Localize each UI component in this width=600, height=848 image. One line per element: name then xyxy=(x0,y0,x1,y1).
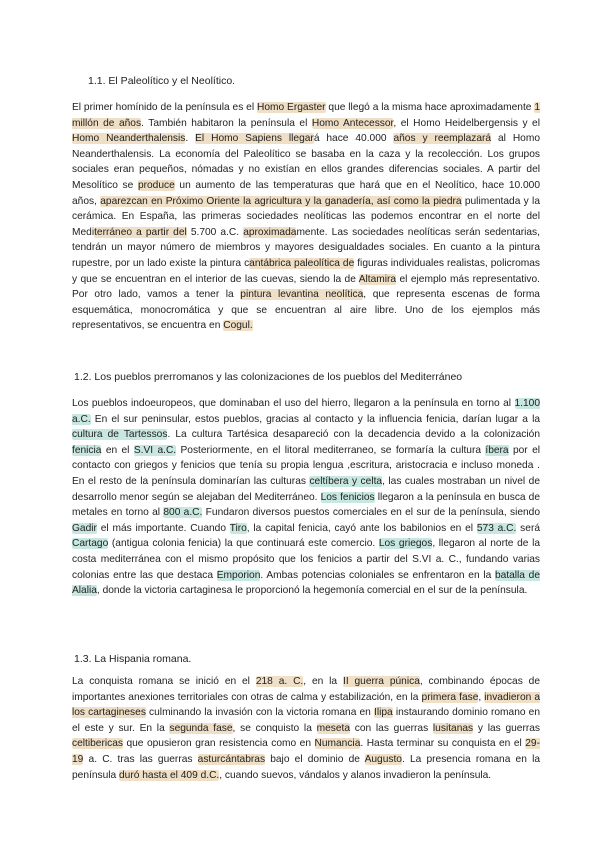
highlighted-text: aparezcan en Próximo Oriente la agricultura y la ganadería, así como la piedra xyxy=(100,195,462,207)
highlighted-text: S.VI a.C. xyxy=(133,444,177,456)
highlighted-text: duró hasta el 409 d.C. xyxy=(119,769,220,781)
body-text: Fundaron diversos puestos comerciales en el sur de la península, siendo xyxy=(202,507,541,519)
body-text: , llegaron al norte de la costa mediterránea con el mismo propósito que los fenicios a partir del S.VI a. C., fundando varias colonias entre las que destaca xyxy=(72,538,541,581)
highlighted-text: Gadir xyxy=(72,522,97,534)
highlighted-text: antábrica paleolítica de xyxy=(249,257,355,269)
highlighted-text: 1.100 a.C. xyxy=(72,398,540,425)
highlighted-text: asturcántabras xyxy=(197,753,266,765)
body-text: , la capital fenicia, cayó ante los babilonios en el xyxy=(246,522,477,534)
highlighted-text: celtíbera y celta xyxy=(309,475,383,487)
body-text: que opusieron gran resistencia como en xyxy=(122,738,315,750)
body-text: un aumento de las temperaturas que hará que en el Neolítico, hace 10.000 años, xyxy=(72,179,541,207)
body-text: culminando la invasión con la victoria romana en xyxy=(145,707,374,719)
body-text: . Ambas potencias coloniales se enfrentaron en la xyxy=(260,569,495,581)
body-text: . xyxy=(185,133,196,145)
highlighted-text: Cartago xyxy=(72,538,109,550)
body-text: figuras individuales realistas, policromas y que se encuentran en el interior de las cuevas, siendo la de xyxy=(72,257,541,285)
body-text: , xyxy=(478,691,485,703)
highlighted-text: segunda fase xyxy=(169,722,233,734)
body-text: , cuando suevos, vándalos y alanos invadieron la península. xyxy=(219,769,492,781)
highlighted-text: El Homo Sapiens llegar xyxy=(195,133,314,145)
body-text: . La cultura Tartésica desapareció con la decadencia devido a la colonización xyxy=(167,429,541,441)
highlighted-text: pintura levantina neolítica xyxy=(240,289,364,301)
highlighted-text: íbera xyxy=(485,444,509,456)
body-text: La conquista romana se inició en el xyxy=(72,676,256,687)
body-text: 5.700 a.C. xyxy=(186,226,244,238)
highlighted-text: años y reemplazará xyxy=(393,133,492,145)
highlighted-text: Los griegos xyxy=(378,538,433,550)
highlighted-text: Homo Neanderthalensis xyxy=(72,133,186,145)
body-text: á hace 40.000 xyxy=(313,133,394,145)
body-text: al Homo Neanderthalensis. La economía del Paleolítico se basaba en la caza y la recolección. Los grupos sociales eran pequeños, nómadas y no existían en ellos grandes diferencias sociales. A partir del Mesolítico se xyxy=(72,133,540,191)
highlighted-text: Los fenicios xyxy=(320,491,375,503)
body-text: que llegó a la misma hace aproximadamente xyxy=(325,102,535,113)
section-body-pueblos-prerromanos xyxy=(72,396,540,599)
highlighted-text: Altamira xyxy=(358,273,397,285)
body-text: instaurando dominio romano en el este y sur. En la xyxy=(72,707,540,734)
body-text: por el contacto con griegos y fenicios que tenía su propia lengua ,escritura, aristocracia e incluso moneda . En el resto de la península dominarían las culturas xyxy=(72,444,540,487)
section-heading-hispania-romana: 1.3. La Hispania romana. xyxy=(74,653,192,665)
highlighted-text: 218 a. C. xyxy=(255,676,304,687)
highlighted-text: batalla de Alalia xyxy=(72,569,540,597)
body-text: será xyxy=(516,522,541,534)
body-text: En el sur peninsular, estos pueblos, gracias al contacto y la influencia fenicia, darían lugar a la xyxy=(90,413,540,425)
section-body-hispania-romana xyxy=(72,674,540,783)
highlighted-text: Homo Ergaster xyxy=(256,102,326,113)
body-text: , donde la victoria cartaginesa le proporcionó la hegemonía comercial en el sur de la península. xyxy=(96,585,528,597)
body-text: en el xyxy=(101,444,134,456)
body-text: , en la xyxy=(303,676,343,687)
highlighted-text: II guerra púnica xyxy=(342,676,420,687)
highlighted-text: primera fase xyxy=(421,691,479,703)
body-text: . Hasta terminar su conquista en el xyxy=(360,738,526,750)
body-text: Los pueblos indoeuropeos, que dominaban el uso del hierro, llegaron a la península en torno al xyxy=(72,398,515,409)
highlighted-text: 1 millón de años xyxy=(72,102,540,129)
body-text: . También habitaron la península el xyxy=(141,117,312,129)
body-text: a. C. tras las guerras xyxy=(83,753,198,765)
highlighted-text: celtibericas xyxy=(72,738,123,750)
body-text: . La presencia romana en la península xyxy=(72,753,540,781)
body-text: (antigua colonia fenicia) la que continuará este comercio. xyxy=(108,538,379,550)
highlighted-text: lusitanas xyxy=(432,722,474,734)
highlighted-text: Ilipa xyxy=(373,707,393,719)
body-text: con las guerras xyxy=(350,722,433,734)
body-text: Posteriormente, en el litoral mediterraneo, se formaría la cultura xyxy=(176,444,486,456)
highlighted-text: 573 a.C. xyxy=(476,522,517,534)
highlighted-text: Tiro xyxy=(229,522,247,534)
highlighted-text: Augusto xyxy=(364,753,402,765)
body-text: el ejemplo más representativo. Por otro lado, vamos a tener la xyxy=(72,273,540,301)
body-text: y las guerras xyxy=(473,722,540,734)
highlighted-text: 800 a.C. xyxy=(163,507,203,519)
highlighted-text: terráneo a partir del xyxy=(94,226,187,238)
section-heading-pueblos-prerromanos: 1.2. Los pueblos prerromanos y las colonizaciones de los pueblos del Mediterráneo xyxy=(74,371,463,383)
body-text: bajo el dominio de xyxy=(265,753,365,765)
highlighted-text: meseta xyxy=(316,722,351,734)
highlighted-text: produce xyxy=(137,179,175,191)
body-text: , se conquisto la xyxy=(232,722,317,734)
highlighted-text: cultura de Tartessos xyxy=(72,429,168,441)
highlighted-text: Homo Antecessor xyxy=(311,117,394,129)
body-text: , las cuales mostraban un nivel de desarrollo menor según se alejaban del Mediterráneo. xyxy=(72,475,540,503)
section-body-paleolitico xyxy=(72,100,540,334)
highlighted-text: fenicia xyxy=(72,444,102,456)
highlighted-text: Numancia xyxy=(314,738,361,750)
body-text: llegaron a la península en busca de metales en torno al xyxy=(72,491,540,519)
highlighted-text: aproximada xyxy=(243,226,297,238)
body-text: , que representa escenas de forma esquemática, monocromática y que se encuentran al aire libre. Uno de los ejemplos más representativos, se encuentra en xyxy=(72,289,540,332)
body-text: , combinando épocas de importantes anexiones territoriales con otras de calma y estabilización, en la xyxy=(72,676,540,703)
body-text: el más importante. Cuando xyxy=(96,522,230,534)
highlighted-text: 29-19 xyxy=(72,738,540,765)
body-text: El primer homínido de la península es el xyxy=(72,102,257,113)
highlighted-text: Emporion xyxy=(216,569,261,581)
body-text: pulimentada y la cerámica. En España, las primeras sociedades neolíticas las podemos encontrar en el norte del Medi xyxy=(72,195,540,238)
highlighted-text: invadieron a los cartagineses xyxy=(72,691,540,719)
section-heading-paleolitico: 1.1. El Paleolítico y el Neolítico. xyxy=(88,75,236,87)
highlighted-text: Cogul. xyxy=(223,320,253,332)
body-text: mente. Las sociedades neolíticas serán sedentarias, tendrán un mayor número de miembros y mayores desigualdades sociales. En cuanto a la pintura rupestre, por un lado existe la pintura c xyxy=(72,226,540,269)
body-text: , el Homo Heidelbergensis y el xyxy=(393,117,540,129)
